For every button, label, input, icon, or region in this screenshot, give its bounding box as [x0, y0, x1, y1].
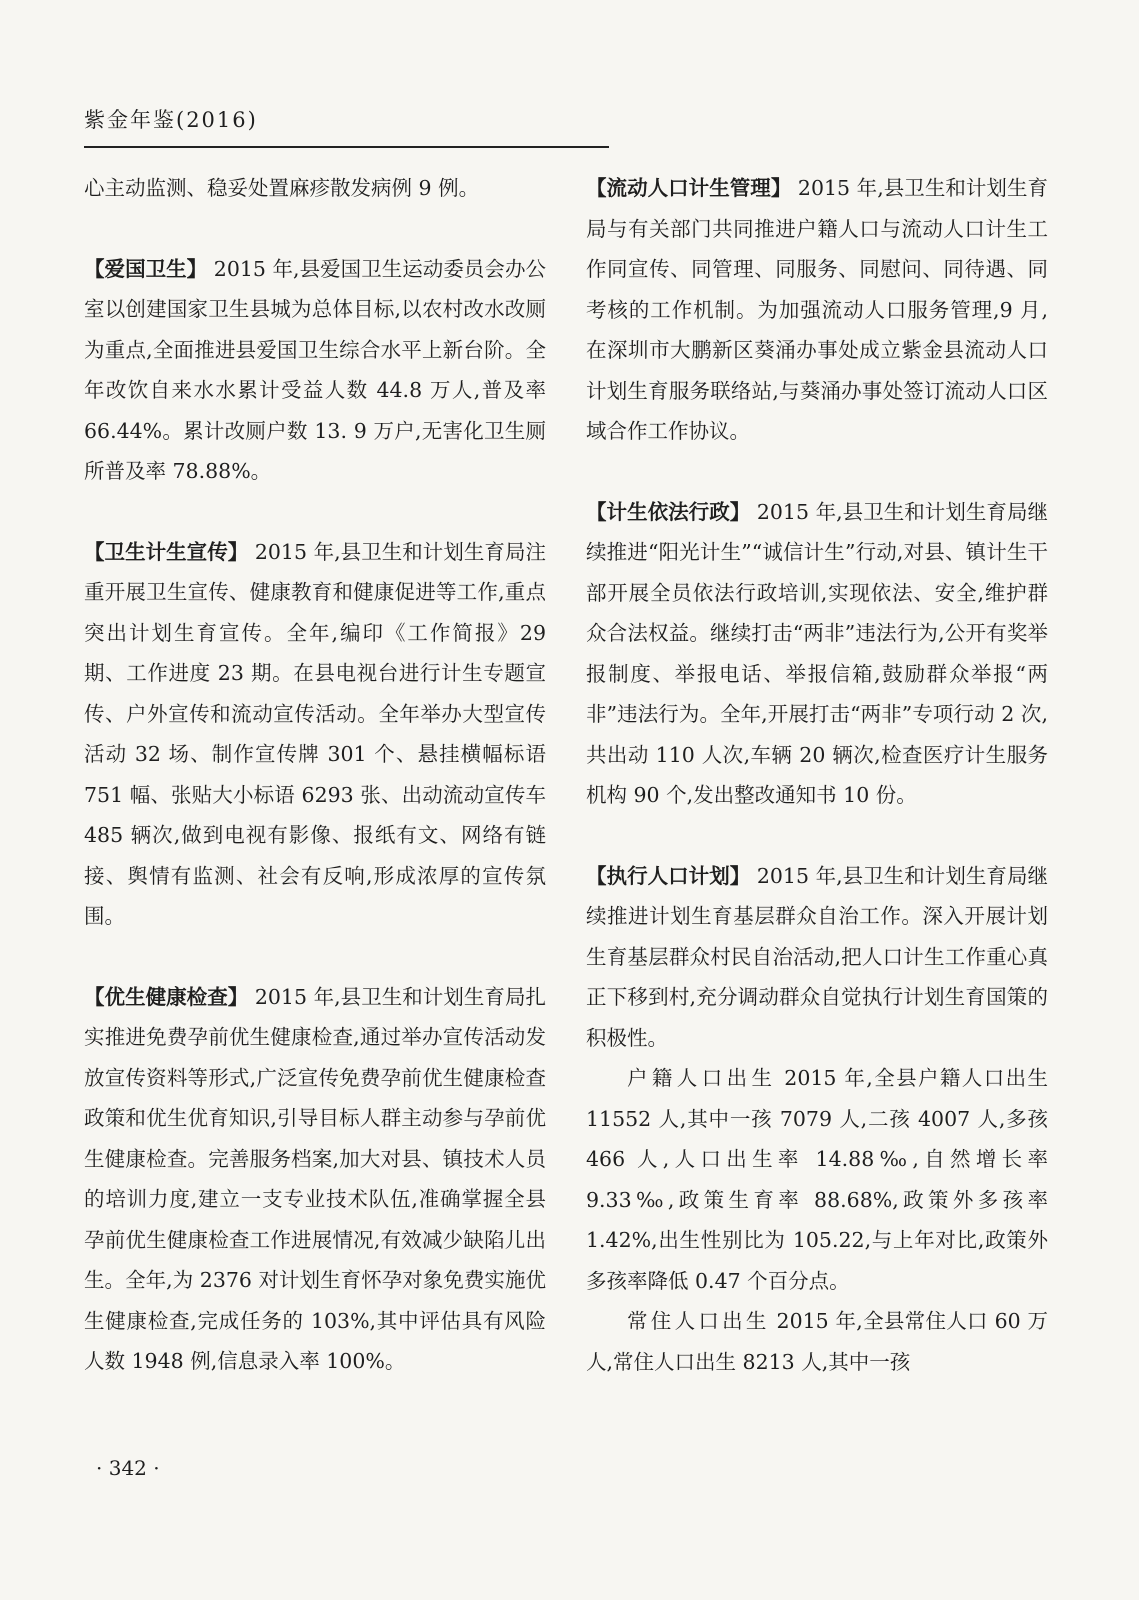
paragraph-text: 2015 年,全县常住人口 60 万人,常住人口出生 8213 人,其中一孩	[586, 1309, 1048, 1374]
section-heading: 【爱国卫生】	[84, 256, 208, 281]
paragraph-resident-births	[586, 1301, 1048, 1382]
paragraph-registered-births	[586, 1058, 1048, 1301]
section-heading: 【流动人口计生管理】	[586, 176, 792, 200]
paragraph-population-plan	[586, 856, 1048, 1059]
left-column	[84, 168, 546, 1382]
paragraph-eugenic-checkup	[84, 977, 546, 1382]
paragraph-lawful-administration	[586, 492, 1048, 816]
section-heading: 【执行人口计划】	[586, 863, 751, 888]
paragraph-floating-population	[586, 168, 1048, 452]
page-number: · 342 ·	[96, 1456, 160, 1480]
header-rule	[84, 146, 609, 148]
paragraph-text: 2015 年,县卫生和计划生育局注重开展卫生宣传、健康教育和健康促进等工作,重点突出计划生育宣传。全年,编印《工作简报》29 期、工作进度 23 期。在县电视台进行计生专题宣传、户外宣传和流动宣传活动。全年举办大型宣传活动 32 场、制作宣传牌 301 个、悬挂横幅标语 751 幅、张贴大小标语 6293 张、出动流动宣传车 485 辆次,做到电视有影像、报纸有文、网络有链接、舆情有监测、社会有反响,形成浓厚的宣传氛围。	[84, 539, 546, 928]
subsection-heading: 户籍人口出生	[627, 1066, 777, 1090]
section-heading: 【计生依法行政】	[586, 499, 751, 524]
paragraph-health-publicity	[84, 532, 546, 937]
right-column	[586, 168, 1048, 1382]
subsection-heading: 常住人口出生	[627, 1309, 770, 1333]
section-heading: 【优生健康检查】	[84, 984, 249, 1009]
paragraph-patriotic-health	[84, 249, 546, 492]
paragraph-text: 2015 年,县卫生和计划生育局扎实推进免费孕前优生健康检查,通过举办宣传活动发放宣传资料等形式,广泛宣传免费孕前优生健康检查政策和优生优育知识,引导目标人群主动参与孕前优生健康检查。完善服务档案,加大对县、镇技术人员的培训力度,建立一支专业技术队伍,准确掌握全县孕前优生健康检查工作进展情况,有效减少缺陷儿出生。全年,为 2376 对计划生育怀孕对象免费实施优生健康检查,完成任务的 103%,其中评估具有风险人数 1948 例,信息录入率 100%。	[84, 984, 546, 1373]
paragraph-text: 心主动监测、稳妥处置麻疹散发病例 9 例。	[84, 176, 480, 200]
paragraph-text: 2015 年,县爱国卫生运动委员会办公室以创建国家卫生县城为总体目标,以农村改水改厕为重点,全面推进县爱国卫生综合水平上新台阶。全年改饮自来水水累计受益人数 44.8 万人,普及率 66.44%。累计改厕户数 13. 9 万户,无害化卫生厕所普及率 78.88%。	[84, 256, 546, 483]
paragraph-measles	[84, 168, 546, 209]
paragraph-text: 2015 年,县卫生和计划生育局继续推进计划生育基层群众自治工作。深入开展计划生育基层群众村民自治活动,把人口计生工作重心真正下移到村,充分调动群众自觉执行计划生育国策的积极性。	[586, 863, 1048, 1050]
paragraph-text: 2015 年,县卫生和计划生育局与有关部门共同推进户籍人口与流动人口计生工作同宣传、同管理、同服务、同慰问、同待遇、同考核的工作机制。为加强流动人口服务管理,9 月,在深圳市大鹏新区葵涌办事处成立紫金县流动人口计划生育服务联络站,与葵涌办事处签订流动人口区域合作工作协议。	[586, 176, 1048, 443]
running-header: 紫金年鉴(2016)	[84, 108, 258, 132]
section-heading: 【卫生计生宣传】	[84, 539, 249, 564]
paragraph-text: 2015 年,县卫生和计划生育局继续推进“阳光计生”“诚信计生”行动,对县、镇计生干部开展全员依法行政培训,实现依法、安全,维护群众合法权益。继续打击“两非”违法行为,公开有奖举报制度、举报电话、举报信箱,鼓励群众举报“两非”违法行为。全年,开展打击“两非”专项行动 2 次,共出动 110 人次,车辆 20 辆次,检查医疗计生服务机构 90 个,发出整改通知书 10 份。	[586, 499, 1048, 807]
paragraph-text: 2015 年,全县户籍人口出生 11552 人,其中一孩 7079 人,二孩 4007 人,多孩 466 人,人口出生率 14.88‰,自然增长率 9.33‰,政策生育率 88.68%,政策外多孩率 1.42%,出生性别比为 105.22,与上年对比,政策外多孩率降低 0.47 个百分点。	[586, 1066, 1048, 1293]
